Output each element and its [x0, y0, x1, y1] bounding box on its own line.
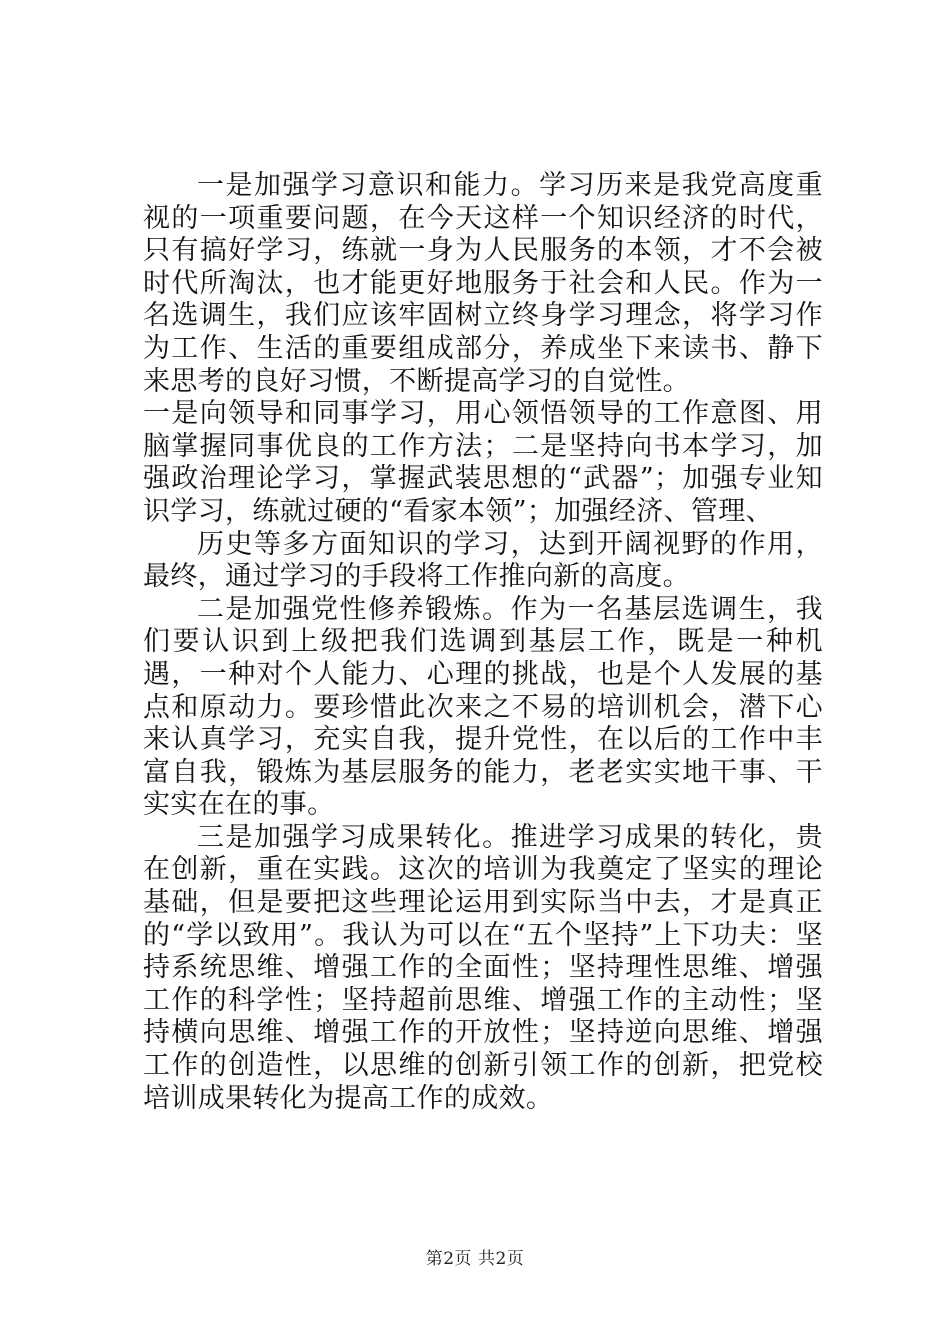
page-number-footer: 第2页 共2页	[425, 1249, 525, 1269]
paragraph-learning-outcome: 历史等多方面知识的学习，达到开阔视野的作用，最终，通过学习的手段将工作推向新的高度。	[143, 528, 823, 593]
paragraph-result-transformation: 三是加强学习成果转化。推进学习成果的转化，贵在创新，重在实践。这次的培训为我奠定了坚实的理论基础，但是要把这些理论运用到实际当中去，才是真正的“学以致用”。我认为可以在“五个坚持”上下功夫：坚持系统思维、增强工作的全面性；坚持理性思维、增强工作的科学性；坚持超前思维、增强工作的主动性；坚持横向思维、增强工作的开放性；坚持逆向思维、增强工作的创造性，以思维的创新引领工作的创新，把党校培训成果转化为提高工作的成效。	[143, 821, 823, 1114]
paragraph-party-cultivation: 二是加强党性修养锻炼。作为一名基层选调生，我们要认识到上级把我们选调到基层工作，既是一种机遇，一种对个人能力、心理的挑战，也是个人发展的基点和原动力。要珍惜此次来之不易的培训机会，潜下心来认真学习，充实自我，提升党性，在以后的工作中丰富自我，锻炼为基层服务的能力，老老实实地干事、干实实在在的事。	[143, 593, 823, 821]
paragraph-learning-methods: 一是向领导和同事学习，用心领悟领导的工作意图、用脑掌握同事优良的工作方法；二是坚持向书本学习，加强政治理论学习，掌握武装思想的“武器”；加强专业知识学习，练就过硬的“看家本领”；加强经济、管理、	[143, 398, 823, 527]
paragraph-learning-awareness: 一是加强学习意识和能力。学习历来是我党高度重视的一项重要问题，在今天这样一个知识经济的时代，只有搞好学习，练就一身为人民服务的本领，才不会被时代所淘汰，也才能更好地服务于社会和人民。作为一名选调生，我们应该牢固树立终身学习理念，将学习作为工作、生活的重要组成部分，养成坐下来读书、静下来思考的良好习惯，不断提高学习的自觉性。	[143, 170, 823, 397]
document-body	[143, 170, 823, 1115]
